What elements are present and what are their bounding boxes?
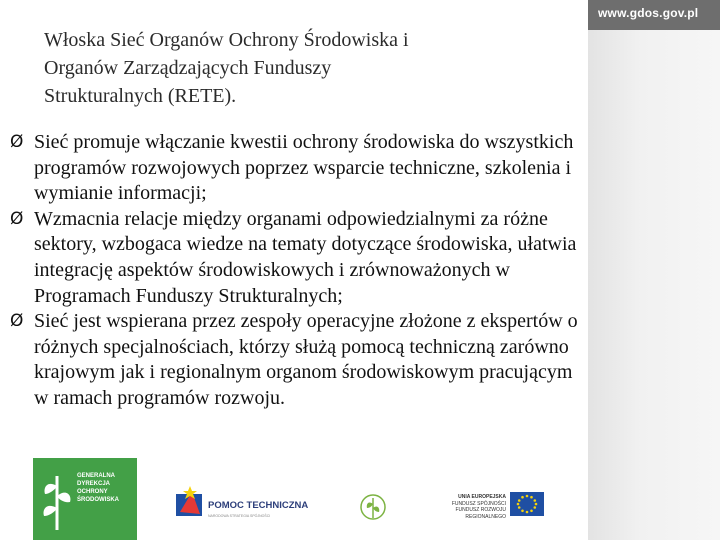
gdos-logo-text bbox=[77, 472, 135, 504]
slide-title-line: Organów Zarządzających Funduszy bbox=[44, 57, 332, 79]
eu-logo-line: FUNDUSZ SPÓJNOŚCI bbox=[451, 500, 506, 507]
arrow-bullet-icon: Ø bbox=[10, 208, 24, 229]
site-url[interactable]: www.gdos.gov.pl bbox=[598, 6, 699, 20]
eu-flag-icon bbox=[510, 492, 544, 516]
bullet-list bbox=[10, 130, 585, 412]
slide-title-line: Włoska Sieć Organów Ochrony Środowiska i bbox=[44, 29, 409, 51]
arrow-bullet-icon: Ø bbox=[10, 311, 24, 332]
star-flag-icon bbox=[176, 484, 204, 522]
url-bar bbox=[588, 0, 720, 30]
eco-leaf-icon bbox=[358, 490, 388, 524]
bullet-item bbox=[10, 130, 585, 207]
arrow-bullet-icon: Ø bbox=[10, 132, 24, 152]
gdos-logo-line: OCHRONY bbox=[77, 489, 108, 495]
bullet-text: Wzmacnia relacje między organami odpowiedzialnymi za różne sektory, wzbogaca wiedze na tematy dotyczące środowiska, ułatwia integrację aspektów środowiskowych i zrównoważonych w Programach Funduszy Strukturalnych; bbox=[34, 207, 577, 307]
bullet-item bbox=[10, 207, 585, 309]
eu-stars bbox=[510, 492, 544, 516]
bullet-text: Sieć promuje włączanie kwestii ochrony środowiska do wszystkich programów rozwojowych poprzez wsparcie techniczne, szkolenia i wymianie informacji; bbox=[34, 131, 574, 205]
right-sidebar bbox=[588, 0, 720, 540]
gdos-logo-line: ŚRODOWISKA bbox=[77, 497, 119, 503]
eu-logo-line: FUNDUSZ ROZWOJU REGIONALNEGO bbox=[455, 507, 506, 520]
slide-title-line: Strukturalnych (RETE). bbox=[44, 85, 237, 107]
bullet-item bbox=[10, 309, 585, 411]
slide-title bbox=[44, 26, 564, 110]
leaf-icon bbox=[39, 470, 75, 532]
gdos-logo-line: DYREKCJA bbox=[77, 481, 111, 487]
pt-logo-name: POMOC TECHNICZNA bbox=[208, 500, 309, 511]
eu-logo-line: UNIA EUROPEJSKA bbox=[458, 494, 506, 500]
eu-logo-text bbox=[436, 494, 506, 520]
gdos-logo bbox=[33, 458, 137, 540]
bullet-text: Sieć jest wspierana przez zespoły operacyjne złożone z ekspertów o różnych specjalnościach, którzy służą pomocą techniczną zarówno krajowym jak i regionalnym organom środowiskowym pracującym w ramach programów rozwoju. bbox=[34, 310, 578, 409]
pt-logo-subtitle: NARODOWA STRATEGIA SPÓJNOŚCI bbox=[208, 514, 271, 518]
pomoc-techniczna-logo bbox=[176, 484, 309, 527]
gdos-logo-line: GENERALNA bbox=[77, 473, 116, 479]
